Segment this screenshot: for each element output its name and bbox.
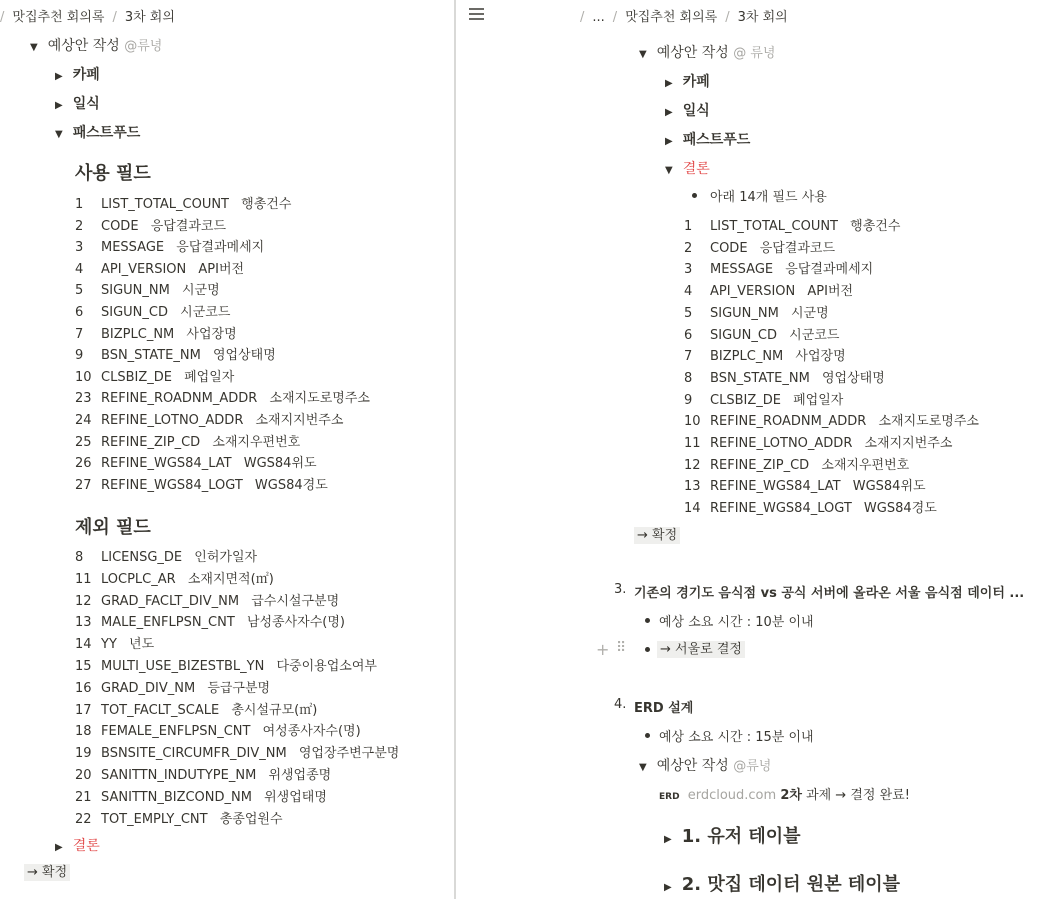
mention[interactable]: @ 류녕: [733, 46, 776, 61]
breadcrumb-separator: /: [580, 10, 585, 25]
triangle-down-icon[interactable]: ▼: [30, 42, 38, 53]
field-description: 년도: [129, 637, 155, 653]
field-number: 19: [75, 746, 92, 762]
field-name: YY: [101, 637, 117, 653]
confirm-block: [24, 861, 70, 880]
field-row: [75, 546, 257, 565]
breadcrumb-separator: /: [0, 10, 5, 25]
field-number: 7: [75, 326, 84, 342]
field-row: [75, 366, 234, 385]
field-row: [75, 474, 328, 493]
conclusion-label: 결론: [682, 161, 710, 177]
confirm-text: → 확정: [24, 864, 70, 881]
field-description: 소재지도로명주소: [269, 391, 370, 407]
field-description: 소재지우편번호: [821, 457, 910, 473]
mention[interactable]: @류녕: [733, 759, 772, 774]
field-description: 응답결과코드: [759, 240, 836, 256]
toggle-label: 카페: [72, 67, 100, 83]
field-description: 여성종사자수(명): [262, 724, 361, 740]
drag-handle-icon[interactable]: ⠿: [616, 640, 627, 656]
field-number: 1: [684, 219, 693, 234]
field-row: [684, 389, 843, 408]
field-row: [75, 344, 276, 363]
field-number: 11: [684, 436, 701, 451]
conclusion-bullet-text: 아래 14개 필드 사용: [710, 190, 827, 205]
field-description: 폐업일자: [793, 392, 844, 408]
field-description: 시군명: [181, 283, 220, 299]
bullet-icon: [645, 618, 650, 623]
field-row: [684, 280, 853, 299]
field-number: 7: [684, 349, 693, 365]
bullet-icon: [645, 647, 650, 652]
field-name: CODE: [101, 218, 139, 234]
field-description: 영업상태명: [821, 370, 885, 386]
field-number: 22: [75, 811, 92, 827]
erd-link[interactable]: erdcloud.com: [687, 788, 777, 803]
triangle-down-icon[interactable]: ▼: [639, 762, 647, 773]
field-name: API_VERSION: [101, 261, 187, 277]
field-name: SIGUN_CD: [101, 305, 168, 320]
conclusion-label: 결론: [72, 838, 100, 854]
toggle-conclusion[interactable]: [55, 835, 100, 855]
field-number: 1: [75, 197, 84, 212]
field-row: [684, 475, 926, 494]
confirm-text: → 확정: [634, 527, 680, 544]
toggle-fastfood[interactable]: [665, 129, 750, 149]
field-row: [684, 432, 952, 451]
field-name: GRAD_DIV_NM: [101, 680, 196, 696]
field-name: REFINE_WGS84_LAT: [710, 479, 841, 495]
field-name: BSN_STATE_NM: [101, 348, 201, 364]
field-row: [75, 301, 230, 320]
field-number: 2: [75, 218, 84, 234]
field-name: REFINE_LOTNO_ADDR: [710, 436, 853, 451]
excluded-fields-heading: 제외 필드: [75, 517, 151, 538]
field-number: 18: [75, 724, 92, 740]
field-description: 소재지도로명주소: [878, 414, 979, 430]
field-row: [684, 324, 839, 343]
bullet-icon: [645, 733, 650, 738]
breadcrumb-item[interactable]: 맛집추천 회의록: [12, 10, 105, 25]
field-name: REFINE_ROADNM_ADDR: [101, 391, 258, 407]
triangle-right-icon[interactable]: ▶: [665, 136, 673, 147]
field-row: [75, 409, 343, 428]
triangle-down-icon[interactable]: ▼: [55, 129, 63, 140]
toggle-label: 패스트푸드: [72, 125, 141, 141]
field-description: 영업장주변구분명: [298, 746, 400, 762]
field-name: SIGUN_NM: [101, 283, 170, 299]
field-description: 남성종사자수(명): [246, 615, 345, 631]
field-row: [75, 215, 226, 234]
field-name: SANITTN_BIZCOND_NM: [101, 789, 252, 805]
triangle-right-icon[interactable]: ▶: [664, 882, 672, 893]
erd-badge-icon: ERD: [659, 792, 680, 802]
field-row: [684, 367, 885, 386]
field-number: 27: [75, 477, 92, 493]
field-row: [684, 215, 900, 234]
field-description: 급수시설구분명: [251, 593, 340, 609]
section-toggle[interactable]: [30, 35, 162, 55]
field-number: 9: [684, 392, 693, 408]
triangle-right-icon[interactable]: ▶: [55, 100, 63, 111]
list-number: 3.: [614, 582, 627, 597]
breadcrumb-separator: /: [612, 10, 618, 25]
used-fields-heading: 사용 필드: [75, 163, 151, 184]
field-description: 시군코드: [789, 327, 840, 343]
field-name: LOCPLC_AR: [101, 571, 176, 587]
field-number: 15: [75, 659, 92, 674]
field-number: 14: [684, 501, 701, 517]
field-row: [75, 590, 339, 609]
field-row: [684, 454, 909, 473]
toggle-heading: 1. 유저 테이블: [681, 826, 801, 847]
field-name: CLSBIZ_DE: [101, 369, 172, 385]
toggle-user-table[interactable]: [664, 822, 801, 848]
field-description: 폐업일자: [184, 369, 235, 385]
field-row: [75, 452, 317, 471]
field-description: WGS84위도: [243, 456, 317, 472]
toggle-japanese[interactable]: [55, 93, 100, 113]
field-name: GRAD_FACLT_DIV_NM: [101, 593, 240, 609]
field-name: SANITTN_INDUTYPE_NM: [101, 768, 257, 783]
field-name: REFINE_LOTNO_ADDR: [101, 413, 244, 428]
field-description: WGS84경도: [863, 501, 937, 517]
field-row: [75, 786, 327, 805]
toggle-label: 패스트푸드: [682, 132, 751, 148]
triangle-down-icon[interactable]: ▼: [665, 165, 673, 176]
left-pane: [0, 0, 454, 899]
field-name: SIGUN_CD: [710, 327, 777, 343]
field-row: [75, 633, 154, 652]
field-number: 8: [684, 370, 693, 386]
erd-text-bold: 2차: [780, 788, 802, 803]
field-row: [684, 237, 835, 256]
field-row: [684, 258, 873, 277]
triangle-down-icon[interactable]: ▼: [639, 49, 647, 60]
field-row: [75, 808, 283, 827]
decision-block: [657, 638, 745, 657]
field-number: 8: [75, 550, 84, 565]
field-description: 시군코드: [180, 305, 231, 320]
field-name: REFINE_WGS84_LAT: [101, 456, 232, 472]
toggle-cafe[interactable]: [665, 71, 710, 91]
field-number: 6: [684, 327, 693, 343]
field-number: 9: [75, 348, 84, 364]
field-row: [75, 764, 331, 783]
toggle-cafe[interactable]: [55, 64, 100, 84]
field-row: [75, 611, 345, 630]
field-description: 총종업원수: [219, 811, 283, 827]
breadcrumb-item[interactable]: 3차 회의: [737, 10, 788, 25]
list-number: 4.: [614, 697, 627, 712]
field-row: [75, 742, 399, 761]
right-pane: [456, 0, 1062, 899]
breadcrumb-separator: /: [725, 10, 730, 25]
field-number: 5: [684, 305, 693, 321]
triangle-right-icon[interactable]: ▶: [55, 842, 63, 853]
field-name: CODE: [710, 240, 748, 256]
field-number: 6: [75, 305, 84, 320]
field-name: LICENSG_DE: [101, 550, 183, 565]
field-description: 행총건수: [241, 197, 292, 212]
field-number: 12: [75, 593, 92, 609]
field-number: 13: [75, 615, 92, 631]
field-name: FEMALE_ENFLPSN_CNT: [101, 724, 251, 740]
field-number: 14: [75, 637, 92, 653]
field-row: [75, 279, 220, 298]
section-title: 예상안 작성: [47, 38, 120, 54]
field-name: TOT_FACLT_SCALE: [101, 702, 220, 718]
field-number: 25: [75, 434, 92, 450]
field-row: [75, 236, 264, 255]
field-description: 영업상태명: [212, 348, 276, 364]
field-description: 다중이용업소여부: [276, 659, 377, 674]
bullet-icon: [692, 193, 697, 198]
field-number: 10: [75, 369, 92, 385]
field-row: [75, 387, 370, 406]
field-name: LIST_TOTAL_COUNT: [101, 197, 230, 212]
field-description: 응답결과메세지: [176, 240, 265, 256]
triangle-right-icon[interactable]: ▶: [664, 834, 672, 845]
field-description: 응답결과메세지: [785, 262, 874, 278]
menu-icon[interactable]: [469, 8, 484, 23]
breadcrumb: [580, 6, 788, 25]
field-number: 11: [75, 571, 92, 587]
field-description: WGS84위도: [852, 479, 926, 495]
toggle-conclusion[interactable]: [665, 158, 710, 178]
field-name: MESSAGE: [710, 262, 774, 278]
field-name: LIST_TOTAL_COUNT: [710, 219, 839, 234]
field-name: REFINE_WGS84_LOGT: [101, 477, 243, 493]
field-number: 26: [75, 456, 92, 472]
field-name: REFINE_ROADNM_ADDR: [710, 414, 867, 430]
field-number: 4: [75, 261, 84, 277]
section-toggle[interactable]: [639, 42, 775, 62]
toggle-label: 카페: [682, 74, 710, 90]
item4-draft-toggle[interactable]: [639, 755, 771, 775]
field-row: [75, 323, 237, 342]
field-number: 10: [684, 414, 701, 430]
field-number: 3: [684, 262, 693, 278]
confirm-block: [634, 524, 680, 543]
toggle-japanese[interactable]: [665, 100, 710, 120]
breadcrumb-item[interactable]: 3차 회의: [124, 10, 175, 25]
field-description: 행총건수: [850, 219, 901, 234]
field-description: 등급구분명: [207, 680, 271, 696]
field-number: 12: [684, 457, 701, 473]
field-description: 사업장명: [186, 326, 237, 342]
field-row: [684, 410, 979, 429]
field-number: 21: [75, 789, 92, 805]
toggle-source-table[interactable]: [664, 870, 900, 896]
field-description: 인허가일자: [194, 550, 258, 565]
erd-text: 과제 → 결정 완료!: [806, 788, 910, 803]
add-block-icon[interactable]: +: [596, 640, 610, 659]
field-description: 소재지지번주소: [255, 413, 344, 428]
field-row: [75, 720, 361, 739]
field-name: MESSAGE: [101, 240, 165, 256]
breadcrumb: [0, 6, 175, 25]
field-name: BSN_STATE_NM: [710, 370, 810, 386]
item3-title: 기존의 경기도 음식점 vs 공식 서버에 올라온 서울 음식점 데이터 ...: [634, 586, 1025, 601]
triangle-right-icon[interactable]: ▶: [665, 107, 673, 118]
field-row: [75, 677, 270, 696]
field-description: 사업장명: [795, 349, 846, 365]
field-name: SIGUN_NM: [710, 305, 779, 321]
field-description: 응답결과코드: [150, 218, 227, 234]
field-name: BIZPLC_NM: [101, 326, 175, 342]
field-number: 2: [684, 240, 693, 256]
field-description: 위생업태명: [264, 789, 327, 805]
item3-decision: → 서울로 결정: [657, 641, 745, 658]
field-name: REFINE_ZIP_CD: [710, 457, 810, 473]
triangle-right-icon[interactable]: ▶: [55, 71, 63, 82]
mention[interactable]: @류녕: [124, 39, 163, 54]
field-description: API버전: [807, 284, 854, 300]
field-name: API_VERSION: [710, 284, 796, 300]
field-row: [75, 258, 244, 277]
field-name: BSNSITE_CIRCUMFR_DIV_NM: [101, 746, 287, 762]
field-name: MULTI_USE_BIZESTBL_YN: [101, 659, 265, 674]
field-row: [75, 655, 377, 674]
field-row: [684, 345, 846, 364]
field-description: 소재지면적(㎡): [187, 571, 274, 587]
field-number: 13: [684, 479, 701, 495]
field-number: 3: [75, 240, 84, 256]
draft-title: 예상안 작성: [656, 758, 729, 774]
field-description: API버전: [198, 261, 245, 277]
breadcrumb-separator: /: [112, 10, 117, 25]
breadcrumb-item[interactable]: ...: [592, 10, 605, 25]
item4-time: 예상 소요 시간 : 15분 이내: [659, 730, 814, 745]
field-number: 20: [75, 768, 92, 783]
field-name: BIZPLC_NM: [710, 349, 784, 365]
field-name: TOT_EMPLY_CNT: [101, 811, 208, 827]
breadcrumb-item[interactable]: 맛집추천 회의록: [625, 10, 718, 25]
field-description: 위생업종명: [268, 768, 332, 783]
toggle-label: 일식: [682, 103, 710, 119]
item3-time: 예상 소요 시간 : 10분 이내: [659, 615, 814, 630]
section-title: 예상안 작성: [656, 45, 729, 61]
toggle-heading: 2. 맛집 데이터 원본 테이블: [681, 874, 901, 895]
triangle-right-icon[interactable]: ▶: [665, 78, 673, 89]
field-number: 16: [75, 680, 92, 696]
item4-title: ERD 설계: [634, 701, 694, 716]
field-name: MALE_ENFLPSN_CNT: [101, 615, 235, 631]
field-number: 24: [75, 413, 92, 428]
toggle-label: 일식: [72, 96, 100, 112]
field-number: 23: [75, 391, 92, 407]
field-description: 소재지우편번호: [212, 434, 301, 450]
field-row: [75, 193, 291, 212]
toggle-fastfood[interactable]: [55, 122, 140, 142]
field-name: CLSBIZ_DE: [710, 392, 781, 408]
field-description: WGS84경도: [254, 477, 328, 493]
erd-link-row[interactable]: [659, 784, 910, 803]
field-row: [75, 568, 274, 587]
field-row: [684, 497, 937, 516]
field-name: REFINE_WGS84_LOGT: [710, 501, 852, 517]
field-number: 17: [75, 702, 92, 718]
field-row: [75, 431, 300, 450]
field-row: [75, 699, 317, 718]
field-description: 소재지지번주소: [864, 436, 953, 451]
field-number: 5: [75, 283, 84, 299]
field-description: 시군명: [790, 305, 829, 321]
field-number: 4: [684, 284, 693, 300]
field-name: REFINE_ZIP_CD: [101, 434, 201, 450]
field-row: [684, 302, 829, 321]
field-description: 총시설규모(㎡): [231, 702, 318, 718]
